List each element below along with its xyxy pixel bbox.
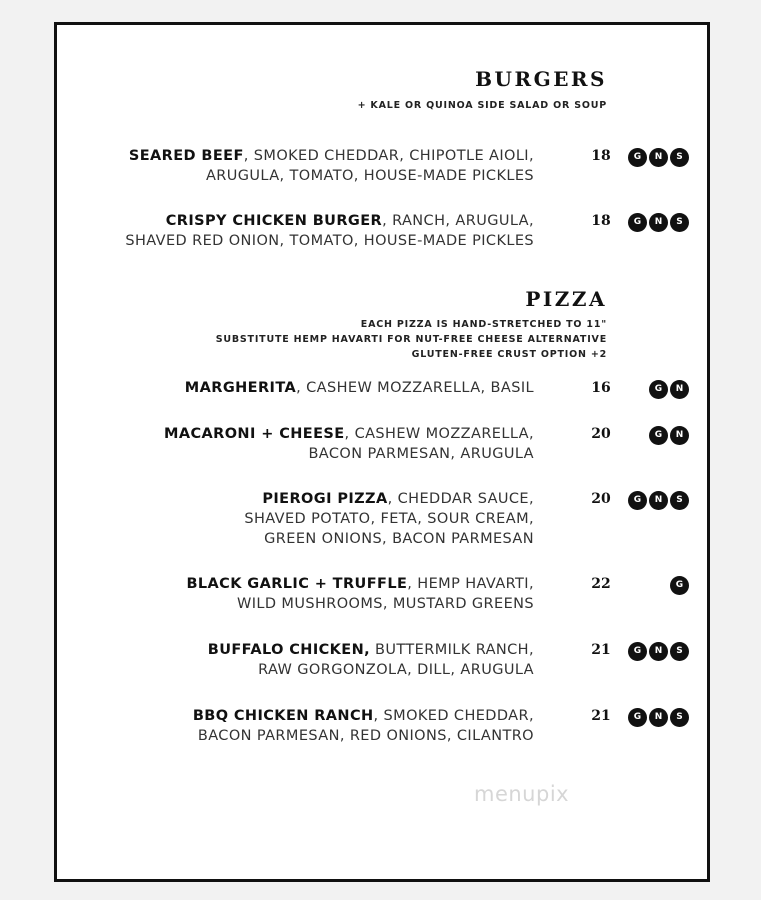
dietary-badges: [649, 380, 689, 399]
section-note: EACH PIZZA IS HAND-STRETCHED TO 11": [360, 319, 607, 330]
section-note: + KALE OR QUINOA SIDE SALAD OR SOUP: [357, 100, 607, 111]
dietary-badges: [649, 426, 689, 445]
badge-soy-free: S: [670, 642, 689, 661]
item-name: CRISPY CHICKEN BURGER: [165, 213, 383, 229]
badge-gluten-free: G: [628, 148, 647, 167]
badge-gluten-free: G: [649, 380, 668, 399]
section-notes-burgers: [358, 98, 607, 113]
badge-soy-free: S: [670, 148, 689, 167]
menu-item: [57, 378, 707, 422]
item-ingredients: , SMOKED CHEDDAR,: [373, 708, 534, 724]
item-description: [244, 489, 534, 549]
badge-nut-free: N: [649, 642, 668, 661]
dietary-badges: [670, 576, 689, 595]
item-ingredients: , RANCH, ARUGULA,: [382, 213, 534, 229]
badge-gluten-free: G: [628, 491, 647, 510]
dietary-badges: [628, 708, 689, 727]
item-description: [125, 211, 534, 251]
item-ingredients: , CASHEW MOZZARELLA,: [344, 426, 534, 442]
watermark: menupix: [474, 782, 570, 806]
item-name: PIEROGI PIZZA: [262, 491, 388, 507]
item-ingredients-line: BACON PARMESAN, RED ONIONS, CILANTRO: [197, 728, 534, 744]
item-description: [186, 574, 534, 614]
item-ingredients: , CASHEW MOZZARELLA, BASIL: [296, 380, 534, 396]
badge-soy-free: S: [670, 708, 689, 727]
item-ingredients: , HEMP HAVARTI,: [407, 576, 534, 592]
badge-gluten-free: G: [628, 708, 647, 727]
badge-gluten-free: G: [670, 576, 689, 595]
item-name: BLACK GARLIC + TRUFFLE: [186, 576, 408, 592]
item-name: MARGHERITA: [184, 380, 297, 396]
item-description: [185, 378, 534, 398]
item-description: [164, 424, 534, 464]
menu-item: [57, 146, 707, 190]
item-name: MACARONI + CHEESE: [164, 426, 345, 442]
badge-soy-free: S: [670, 491, 689, 510]
section-title-burgers: BURGERS: [475, 67, 607, 91]
item-ingredients-line: SHAVED RED ONION, TOMATO, HOUSE-MADE PICKLES: [125, 233, 534, 249]
item-description: [129, 146, 534, 186]
item-price: 20: [591, 491, 611, 507]
item-ingredients-line: WILD MUSHROOMS, MUSTARD GREENS: [236, 596, 534, 612]
item-name: SEARED BEEF: [128, 148, 244, 164]
badge-nut-free: N: [649, 708, 668, 727]
badge-soy-free: S: [670, 213, 689, 232]
badge-gluten-free: G: [628, 213, 647, 232]
menu-item: [57, 211, 707, 255]
menu-item: [57, 574, 707, 618]
dietary-badges: [628, 148, 689, 167]
menu-item: [57, 706, 707, 750]
item-ingredients-line: RAW GORGONZOLA, DILL, ARUGULA: [258, 662, 534, 678]
item-price: 22: [591, 576, 611, 592]
badge-nut-free: N: [670, 380, 689, 399]
section-note: GLUTEN-FREE CRUST OPTION +2: [411, 349, 607, 360]
dietary-badges: [628, 642, 689, 661]
item-name: BBQ CHICKEN RANCH: [192, 708, 374, 724]
badge-nut-free: N: [649, 148, 668, 167]
item-ingredients-line: GREEN ONIONS, BACON PARMESAN: [264, 531, 534, 547]
item-ingredients: BUTTERMILK RANCH,: [370, 642, 534, 658]
item-price: 16: [591, 380, 611, 396]
item-price: 21: [591, 642, 611, 658]
item-ingredients-line: SHAVED POTATO, FETA, SOUR CREAM,: [244, 511, 534, 527]
item-ingredients-line: BACON PARMESAN, ARUGULA: [308, 446, 534, 462]
badge-gluten-free: G: [649, 426, 668, 445]
item-price: 18: [591, 148, 611, 164]
section-notes-pizza: [216, 317, 607, 362]
menu-item: [57, 640, 707, 684]
item-name: BUFFALO CHICKEN,: [207, 642, 371, 658]
menu-item: [57, 424, 707, 468]
badge-nut-free: N: [649, 213, 668, 232]
section-note: SUBSTITUTE HEMP HAVARTI FOR NUT-FREE CHEESE ALTERNATIVE: [215, 334, 607, 345]
item-ingredients: , SMOKED CHEDDAR, CHIPOTLE AIOLI,: [243, 148, 534, 164]
dietary-badges: [628, 491, 689, 510]
badge-nut-free: N: [670, 426, 689, 445]
badge-nut-free: N: [649, 491, 668, 510]
item-price: 18: [591, 213, 611, 229]
dietary-badges: [628, 213, 689, 232]
section-title-pizza: PIZZA: [525, 287, 607, 311]
item-price: 20: [591, 426, 611, 442]
item-ingredients: , CHEDDAR SAUCE,: [387, 491, 534, 507]
item-ingredients-line: ARUGULA, TOMATO, HOUSE-MADE PICKLES: [205, 168, 534, 184]
item-price: 21: [591, 708, 611, 724]
badge-gluten-free: G: [628, 642, 647, 661]
item-description: [193, 706, 534, 746]
item-description: [208, 640, 534, 680]
menu-page: [54, 22, 710, 882]
menu-item: [57, 489, 707, 547]
